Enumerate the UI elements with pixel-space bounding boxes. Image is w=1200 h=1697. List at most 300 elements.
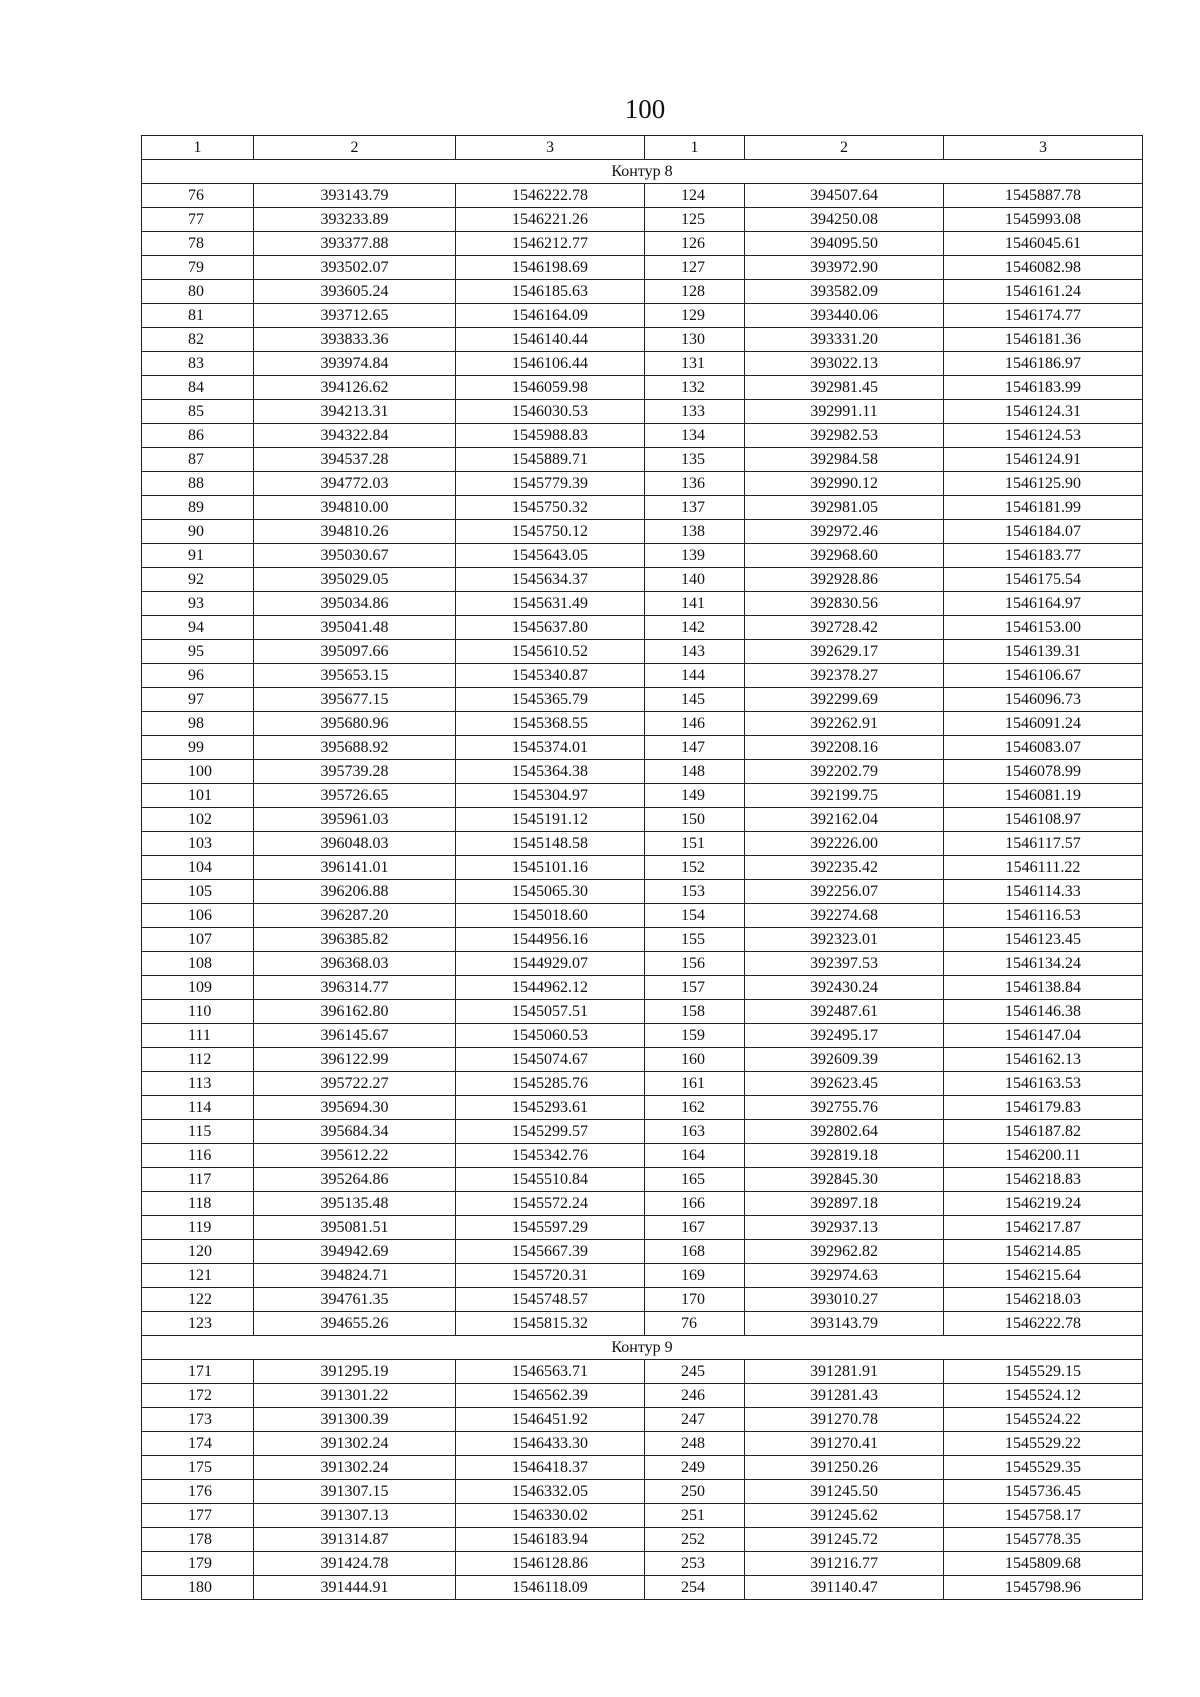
y-coordinate-cell: 1544929.07	[456, 952, 645, 976]
x-coordinate-cell: 393440.06	[745, 304, 944, 328]
y-coordinate-cell: 1546096.73	[944, 688, 1143, 712]
point-number-cell: 101	[142, 784, 254, 808]
y-coordinate-cell: 1546183.77	[944, 544, 1143, 568]
point-number-cell: 91	[142, 544, 254, 568]
point-number-cell: 121	[142, 1264, 254, 1288]
y-coordinate-cell: 1546451.92	[456, 1408, 645, 1432]
y-coordinate-cell: 1546123.45	[944, 928, 1143, 952]
point-number-cell: 123	[142, 1312, 254, 1336]
x-coordinate-cell: 395029.05	[254, 568, 456, 592]
x-coordinate-cell: 396145.67	[254, 1024, 456, 1048]
y-coordinate-cell: 1546106.44	[456, 352, 645, 376]
x-coordinate-cell: 392323.01	[745, 928, 944, 952]
point-number-cell: 146	[645, 712, 745, 736]
y-coordinate-cell: 1546222.78	[944, 1312, 1143, 1336]
y-coordinate-cell: 1546139.31	[944, 640, 1143, 664]
table-row	[142, 928, 1143, 952]
y-coordinate-cell: 1546183.99	[944, 376, 1143, 400]
point-number-cell: 245	[645, 1360, 745, 1384]
y-coordinate-cell: 1545368.55	[456, 712, 645, 736]
x-coordinate-cell: 392968.60	[745, 544, 944, 568]
x-coordinate-cell: 394126.62	[254, 376, 456, 400]
point-number-cell: 104	[142, 856, 254, 880]
x-coordinate-cell: 392937.13	[745, 1216, 944, 1240]
x-coordinate-cell: 392990.12	[745, 472, 944, 496]
y-coordinate-cell: 1545634.37	[456, 568, 645, 592]
point-number-cell: 252	[645, 1528, 745, 1552]
x-coordinate-cell: 393502.07	[254, 256, 456, 280]
y-coordinate-cell: 1546221.26	[456, 208, 645, 232]
y-coordinate-cell: 1545750.12	[456, 520, 645, 544]
point-number-cell: 141	[645, 592, 745, 616]
x-coordinate-cell: 392256.07	[745, 880, 944, 904]
x-coordinate-cell: 396287.20	[254, 904, 456, 928]
x-coordinate-cell: 393582.09	[745, 280, 944, 304]
y-coordinate-cell: 1545060.53	[456, 1024, 645, 1048]
y-coordinate-cell: 1545631.49	[456, 592, 645, 616]
header-cell: 1	[142, 136, 254, 160]
x-coordinate-cell: 395030.67	[254, 544, 456, 568]
x-coordinate-cell: 395961.03	[254, 808, 456, 832]
point-number-cell: 115	[142, 1120, 254, 1144]
point-number-cell: 95	[142, 640, 254, 664]
x-coordinate-cell: 391314.87	[254, 1528, 456, 1552]
x-coordinate-cell: 396162.80	[254, 1000, 456, 1024]
x-coordinate-cell: 395722.27	[254, 1072, 456, 1096]
y-coordinate-cell: 1545340.87	[456, 664, 645, 688]
point-number-cell: 87	[142, 448, 254, 472]
table-row	[142, 232, 1143, 256]
table-row	[142, 1072, 1143, 1096]
y-coordinate-cell: 1544962.12	[456, 976, 645, 1000]
y-coordinate-cell: 1545988.83	[456, 424, 645, 448]
x-coordinate-cell: 395081.51	[254, 1216, 456, 1240]
page-number: 100	[624, 94, 666, 124]
x-coordinate-cell: 395684.34	[254, 1120, 456, 1144]
point-number-cell: 137	[645, 496, 745, 520]
x-coordinate-cell: 392299.69	[745, 688, 944, 712]
y-coordinate-cell: 1545809.68	[944, 1552, 1143, 1576]
x-coordinate-cell: 393022.13	[745, 352, 944, 376]
x-coordinate-cell: 394655.26	[254, 1312, 456, 1336]
x-coordinate-cell: 391300.39	[254, 1408, 456, 1432]
table-row	[142, 400, 1143, 424]
point-number-cell: 165	[645, 1168, 745, 1192]
y-coordinate-cell: 1546215.64	[944, 1264, 1143, 1288]
point-number-cell: 176	[142, 1480, 254, 1504]
point-number-cell: 78	[142, 232, 254, 256]
point-number-cell: 81	[142, 304, 254, 328]
table-row	[142, 1264, 1143, 1288]
y-coordinate-cell: 1545529.35	[944, 1456, 1143, 1480]
table-row	[142, 1456, 1143, 1480]
table-row	[142, 1048, 1143, 1072]
x-coordinate-cell: 393833.36	[254, 328, 456, 352]
table-row	[142, 280, 1143, 304]
y-coordinate-cell: 1546116.53	[944, 904, 1143, 928]
point-number-cell: 111	[142, 1024, 254, 1048]
x-coordinate-cell: 392845.30	[745, 1168, 944, 1192]
point-number-cell: 134	[645, 424, 745, 448]
y-coordinate-cell: 1546186.97	[944, 352, 1143, 376]
x-coordinate-cell: 392162.04	[745, 808, 944, 832]
point-number-cell: 114	[142, 1096, 254, 1120]
y-coordinate-cell: 1545637.80	[456, 616, 645, 640]
header-cell: 1	[645, 136, 745, 160]
table-row	[142, 1312, 1143, 1336]
x-coordinate-cell: 395739.28	[254, 760, 456, 784]
point-number-cell: 117	[142, 1168, 254, 1192]
y-coordinate-cell: 1546083.07	[944, 736, 1143, 760]
point-number-cell: 92	[142, 568, 254, 592]
point-number-cell: 130	[645, 328, 745, 352]
x-coordinate-cell: 392830.56	[745, 592, 944, 616]
point-number-cell: 98	[142, 712, 254, 736]
y-coordinate-cell: 1545572.24	[456, 1192, 645, 1216]
table-row	[142, 616, 1143, 640]
y-coordinate-cell: 1546118.09	[456, 1576, 645, 1600]
x-coordinate-cell: 392262.91	[745, 712, 944, 736]
x-coordinate-cell: 395034.86	[254, 592, 456, 616]
table-row	[142, 1408, 1143, 1432]
section-title-row	[142, 1336, 1143, 1360]
table-row	[142, 904, 1143, 928]
point-number-cell: 80	[142, 280, 254, 304]
y-coordinate-cell: 1546174.77	[944, 304, 1143, 328]
y-coordinate-cell: 1546128.86	[456, 1552, 645, 1576]
table-row	[142, 496, 1143, 520]
x-coordinate-cell: 391250.26	[745, 1456, 944, 1480]
x-coordinate-cell: 394507.64	[745, 184, 944, 208]
point-number-cell: 150	[645, 808, 745, 832]
x-coordinate-cell: 391245.72	[745, 1528, 944, 1552]
table-row	[142, 1384, 1143, 1408]
x-coordinate-cell: 393143.79	[254, 184, 456, 208]
x-coordinate-cell: 392378.27	[745, 664, 944, 688]
y-coordinate-cell: 1545365.79	[456, 688, 645, 712]
x-coordinate-cell: 395653.15	[254, 664, 456, 688]
x-coordinate-cell: 391301.22	[254, 1384, 456, 1408]
y-coordinate-cell: 1545643.05	[456, 544, 645, 568]
y-coordinate-cell: 1545889.71	[456, 448, 645, 472]
y-coordinate-cell: 1546330.02	[456, 1504, 645, 1528]
y-coordinate-cell: 1545779.39	[456, 472, 645, 496]
x-coordinate-cell: 391270.78	[745, 1408, 944, 1432]
point-number-cell: 136	[645, 472, 745, 496]
y-coordinate-cell: 1546091.24	[944, 712, 1143, 736]
point-number-cell: 163	[645, 1120, 745, 1144]
y-coordinate-cell: 1545374.01	[456, 736, 645, 760]
point-number-cell: 109	[142, 976, 254, 1000]
y-coordinate-cell: 1545299.57	[456, 1120, 645, 1144]
y-coordinate-cell: 1546563.71	[456, 1360, 645, 1384]
x-coordinate-cell: 395726.65	[254, 784, 456, 808]
y-coordinate-cell: 1546124.31	[944, 400, 1143, 424]
x-coordinate-cell: 396206.88	[254, 880, 456, 904]
point-number-cell: 171	[142, 1360, 254, 1384]
point-number-cell: 158	[645, 1000, 745, 1024]
x-coordinate-cell: 392928.86	[745, 568, 944, 592]
x-coordinate-cell: 391270.41	[745, 1432, 944, 1456]
point-number-cell: 139	[645, 544, 745, 568]
x-coordinate-cell: 395688.92	[254, 736, 456, 760]
point-number-cell: 167	[645, 1216, 745, 1240]
point-number-cell: 120	[142, 1240, 254, 1264]
point-number-cell: 116	[142, 1144, 254, 1168]
x-coordinate-cell: 394250.08	[745, 208, 944, 232]
y-coordinate-cell: 1546045.61	[944, 232, 1143, 256]
point-number-cell: 147	[645, 736, 745, 760]
table-row	[142, 1000, 1143, 1024]
table-row	[142, 1168, 1143, 1192]
point-number-cell: 162	[645, 1096, 745, 1120]
y-coordinate-cell: 1546078.99	[944, 760, 1143, 784]
point-number-cell: 85	[142, 400, 254, 424]
table-row	[142, 1216, 1143, 1240]
point-number-cell: 135	[645, 448, 745, 472]
point-number-cell: 143	[645, 640, 745, 664]
x-coordinate-cell: 394772.03	[254, 472, 456, 496]
table-row	[142, 448, 1143, 472]
table-row	[142, 1288, 1143, 1312]
header-cell: 3	[944, 136, 1143, 160]
y-coordinate-cell: 1546111.22	[944, 856, 1143, 880]
y-coordinate-cell: 1546175.54	[944, 568, 1143, 592]
x-coordinate-cell: 394810.00	[254, 496, 456, 520]
x-coordinate-cell: 396385.82	[254, 928, 456, 952]
x-coordinate-cell: 391245.62	[745, 1504, 944, 1528]
x-coordinate-cell: 392819.18	[745, 1144, 944, 1168]
point-number-cell: 177	[142, 1504, 254, 1528]
x-coordinate-cell: 395041.48	[254, 616, 456, 640]
x-coordinate-cell: 392629.17	[745, 640, 944, 664]
point-number-cell: 105	[142, 880, 254, 904]
point-number-cell: 77	[142, 208, 254, 232]
x-coordinate-cell: 392199.75	[745, 784, 944, 808]
y-coordinate-cell: 1546140.44	[456, 328, 645, 352]
x-coordinate-cell: 391444.91	[254, 1576, 456, 1600]
y-coordinate-cell: 1546153.00	[944, 616, 1143, 640]
point-number-cell: 122	[142, 1288, 254, 1312]
point-number-cell: 124	[645, 184, 745, 208]
y-coordinate-cell: 1546164.97	[944, 592, 1143, 616]
point-number-cell: 164	[645, 1144, 745, 1168]
x-coordinate-cell: 392397.53	[745, 952, 944, 976]
point-number-cell: 118	[142, 1192, 254, 1216]
x-coordinate-cell: 391281.91	[745, 1360, 944, 1384]
table-row	[142, 568, 1143, 592]
x-coordinate-cell: 392274.68	[745, 904, 944, 928]
x-coordinate-cell: 393233.89	[254, 208, 456, 232]
table-row	[142, 880, 1143, 904]
point-number-cell: 88	[142, 472, 254, 496]
point-number-cell: 144	[645, 664, 745, 688]
x-coordinate-cell: 392487.61	[745, 1000, 944, 1024]
x-coordinate-cell: 392728.42	[745, 616, 944, 640]
point-number-cell: 129	[645, 304, 745, 328]
point-number-cell: 248	[645, 1432, 745, 1456]
y-coordinate-cell: 1546161.24	[944, 280, 1143, 304]
y-coordinate-cell: 1545887.78	[944, 184, 1143, 208]
x-coordinate-cell: 394824.71	[254, 1264, 456, 1288]
y-coordinate-cell: 1546108.97	[944, 808, 1143, 832]
x-coordinate-cell: 393605.24	[254, 280, 456, 304]
x-coordinate-cell: 393974.84	[254, 352, 456, 376]
table-row	[142, 760, 1143, 784]
table-row	[142, 1120, 1143, 1144]
y-coordinate-cell: 1546200.11	[944, 1144, 1143, 1168]
table-row	[142, 1576, 1143, 1600]
y-coordinate-cell: 1546138.84	[944, 976, 1143, 1000]
point-number-cell: 166	[645, 1192, 745, 1216]
y-coordinate-cell: 1546418.37	[456, 1456, 645, 1480]
table-row	[142, 1240, 1143, 1264]
x-coordinate-cell: 392897.18	[745, 1192, 944, 1216]
y-coordinate-cell: 1545018.60	[456, 904, 645, 928]
point-number-cell: 151	[645, 832, 745, 856]
y-coordinate-cell: 1546217.87	[944, 1216, 1143, 1240]
point-number-cell: 119	[142, 1216, 254, 1240]
x-coordinate-cell: 391216.77	[745, 1552, 944, 1576]
x-coordinate-cell: 395264.86	[254, 1168, 456, 1192]
point-number-cell: 170	[645, 1288, 745, 1312]
y-coordinate-cell: 1546179.83	[944, 1096, 1143, 1120]
point-number-cell: 83	[142, 352, 254, 376]
point-number-cell: 154	[645, 904, 745, 928]
x-coordinate-cell: 392802.64	[745, 1120, 944, 1144]
table-row	[142, 1360, 1143, 1384]
y-coordinate-cell: 1546117.57	[944, 832, 1143, 856]
point-number-cell: 138	[645, 520, 745, 544]
y-coordinate-cell: 1545304.97	[456, 784, 645, 808]
coordinates-table	[141, 135, 1143, 1600]
x-coordinate-cell: 391281.43	[745, 1384, 944, 1408]
y-coordinate-cell: 1545750.32	[456, 496, 645, 520]
table-row	[142, 664, 1143, 688]
y-coordinate-cell: 1545510.84	[456, 1168, 645, 1192]
y-coordinate-cell: 1545285.76	[456, 1072, 645, 1096]
point-number-cell: 175	[142, 1456, 254, 1480]
section-title-row	[142, 160, 1143, 184]
y-coordinate-cell: 1545778.35	[944, 1528, 1143, 1552]
table-row	[142, 1528, 1143, 1552]
table-row	[142, 1144, 1143, 1168]
header-cell: 2	[745, 136, 944, 160]
x-coordinate-cell: 391140.47	[745, 1576, 944, 1600]
y-coordinate-cell: 1546222.78	[456, 184, 645, 208]
x-coordinate-cell: 394213.31	[254, 400, 456, 424]
y-coordinate-cell: 1545720.31	[456, 1264, 645, 1288]
y-coordinate-cell: 1545148.58	[456, 832, 645, 856]
point-number-cell: 140	[645, 568, 745, 592]
y-coordinate-cell: 1546163.53	[944, 1072, 1143, 1096]
table-row	[142, 712, 1143, 736]
point-number-cell: 100	[142, 760, 254, 784]
point-number-cell: 253	[645, 1552, 745, 1576]
table-row	[142, 736, 1143, 760]
y-coordinate-cell: 1546562.39	[456, 1384, 645, 1408]
x-coordinate-cell: 394537.28	[254, 448, 456, 472]
y-coordinate-cell: 1544956.16	[456, 928, 645, 952]
header-cell: 3	[456, 136, 645, 160]
table-header-row	[142, 136, 1143, 160]
y-coordinate-cell: 1545524.12	[944, 1384, 1143, 1408]
y-coordinate-cell: 1545342.76	[456, 1144, 645, 1168]
point-number-cell: 89	[142, 496, 254, 520]
point-number-cell: 169	[645, 1264, 745, 1288]
x-coordinate-cell: 392984.58	[745, 448, 944, 472]
y-coordinate-cell: 1546219.24	[944, 1192, 1143, 1216]
x-coordinate-cell: 392974.63	[745, 1264, 944, 1288]
point-number-cell: 152	[645, 856, 745, 880]
y-coordinate-cell: 1546218.83	[944, 1168, 1143, 1192]
point-number-cell: 94	[142, 616, 254, 640]
table-row	[142, 544, 1143, 568]
x-coordinate-cell: 395612.22	[254, 1144, 456, 1168]
x-coordinate-cell: 392982.53	[745, 424, 944, 448]
y-coordinate-cell: 1545529.15	[944, 1360, 1143, 1384]
y-coordinate-cell: 1546081.19	[944, 784, 1143, 808]
y-coordinate-cell: 1545524.22	[944, 1408, 1143, 1432]
point-number-cell: 254	[645, 1576, 745, 1600]
y-coordinate-cell: 1546134.24	[944, 952, 1143, 976]
x-coordinate-cell: 394322.84	[254, 424, 456, 448]
table-row	[142, 808, 1143, 832]
y-coordinate-cell: 1546185.63	[456, 280, 645, 304]
x-coordinate-cell: 394942.69	[254, 1240, 456, 1264]
x-coordinate-cell: 392430.24	[745, 976, 944, 1000]
y-coordinate-cell: 1546164.09	[456, 304, 645, 328]
x-coordinate-cell: 394761.35	[254, 1288, 456, 1312]
x-coordinate-cell: 391295.19	[254, 1360, 456, 1384]
y-coordinate-cell: 1545191.12	[456, 808, 645, 832]
x-coordinate-cell: 391302.24	[254, 1432, 456, 1456]
table-row	[142, 1480, 1143, 1504]
point-number-cell: 250	[645, 1480, 745, 1504]
y-coordinate-cell: 1546106.67	[944, 664, 1143, 688]
point-number-cell: 249	[645, 1456, 745, 1480]
x-coordinate-cell: 392972.46	[745, 520, 944, 544]
point-number-cell: 161	[645, 1072, 745, 1096]
y-coordinate-cell: 1545798.96	[944, 1576, 1143, 1600]
x-coordinate-cell: 392981.45	[745, 376, 944, 400]
y-coordinate-cell: 1545993.08	[944, 208, 1143, 232]
point-number-cell: 90	[142, 520, 254, 544]
table-row	[142, 256, 1143, 280]
y-coordinate-cell: 1546184.07	[944, 520, 1143, 544]
point-number-cell: 76	[645, 1312, 745, 1336]
table-row	[142, 1024, 1143, 1048]
y-coordinate-cell: 1546082.98	[944, 256, 1143, 280]
x-coordinate-cell: 391245.50	[745, 1480, 944, 1504]
x-coordinate-cell: 394810.26	[254, 520, 456, 544]
y-coordinate-cell: 1546125.90	[944, 472, 1143, 496]
y-coordinate-cell: 1546146.38	[944, 1000, 1143, 1024]
x-coordinate-cell: 396048.03	[254, 832, 456, 856]
table-row	[142, 520, 1143, 544]
x-coordinate-cell: 393331.20	[745, 328, 944, 352]
point-number-cell: 148	[645, 760, 745, 784]
point-number-cell: 128	[645, 280, 745, 304]
point-number-cell: 156	[645, 952, 745, 976]
x-coordinate-cell: 395694.30	[254, 1096, 456, 1120]
y-coordinate-cell: 1546332.05	[456, 1480, 645, 1504]
point-number-cell: 153	[645, 880, 745, 904]
y-coordinate-cell: 1546181.99	[944, 496, 1143, 520]
point-number-cell: 157	[645, 976, 745, 1000]
point-number-cell: 99	[142, 736, 254, 760]
point-number-cell: 133	[645, 400, 745, 424]
